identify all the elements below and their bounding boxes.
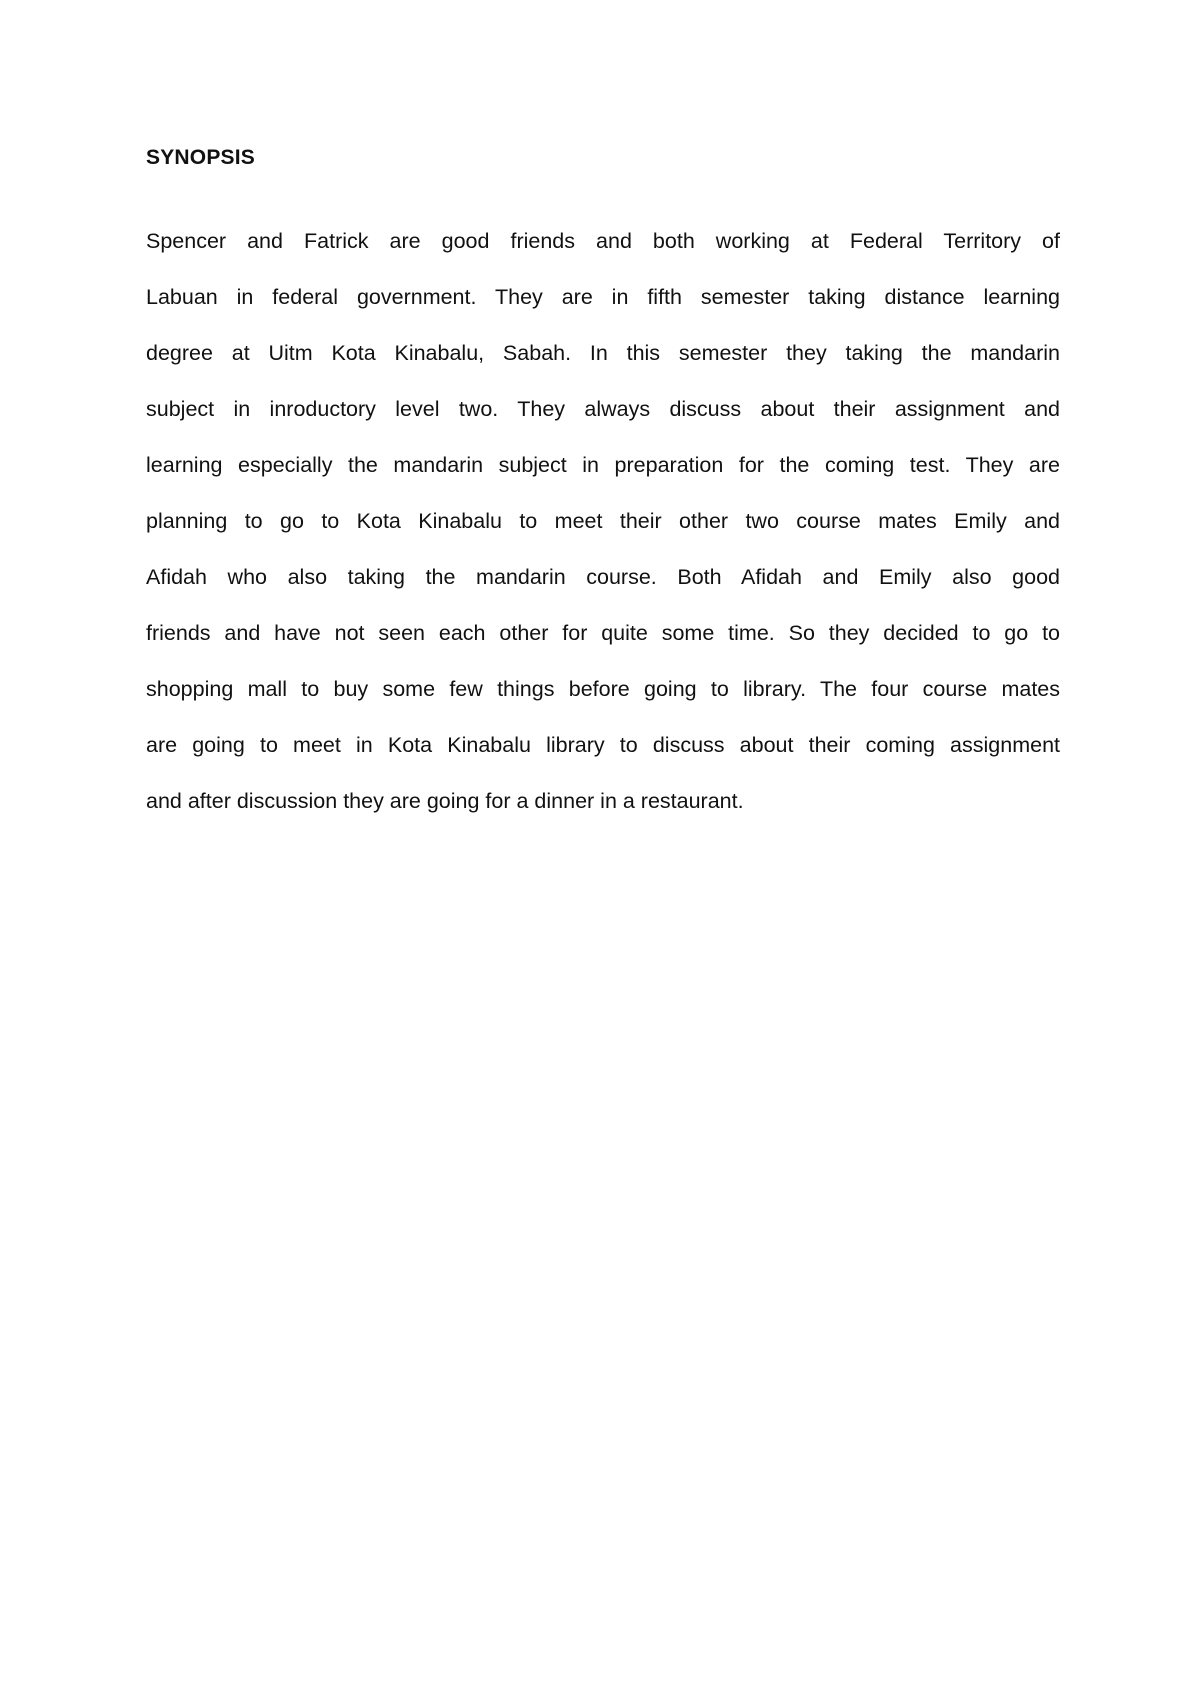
paragraph-line: shopping mall to buy some few things before going to library. The four course mates — [146, 677, 1060, 701]
synopsis-paragraph — [146, 213, 1060, 829]
paragraph-line: Afidah who also taking the mandarin course. Both Afidah and Emily also good — [146, 565, 1060, 589]
synopsis-heading: SYNOPSIS — [146, 146, 255, 169]
paragraph-line: Spencer and Fatrick are good friends and both working at Federal Territory of — [146, 229, 1060, 253]
paragraph-line: are going to meet in Kota Kinabalu library to discuss about their coming assignment — [146, 733, 1060, 757]
paragraph-line: Labuan in federal government. They are in fifth semester taking distance learning — [146, 285, 1060, 309]
paragraph-line: degree at Uitm Kota Kinabalu, Sabah. In this semester they taking the mandarin — [146, 341, 1060, 365]
paragraph-line: planning to go to Kota Kinabalu to meet their other two course mates Emily and — [146, 509, 1060, 533]
paragraph-line: and after discussion they are going for a dinner in a restaurant. — [146, 789, 744, 813]
paragraph-line: friends and have not seen each other for quite some time. So they decided to go to — [146, 621, 1060, 645]
paragraph-line: learning especially the mandarin subject in preparation for the coming test. They are — [146, 453, 1060, 477]
paragraph-line: subject in inroductory level two. They always discuss about their assignment and — [146, 397, 1060, 421]
